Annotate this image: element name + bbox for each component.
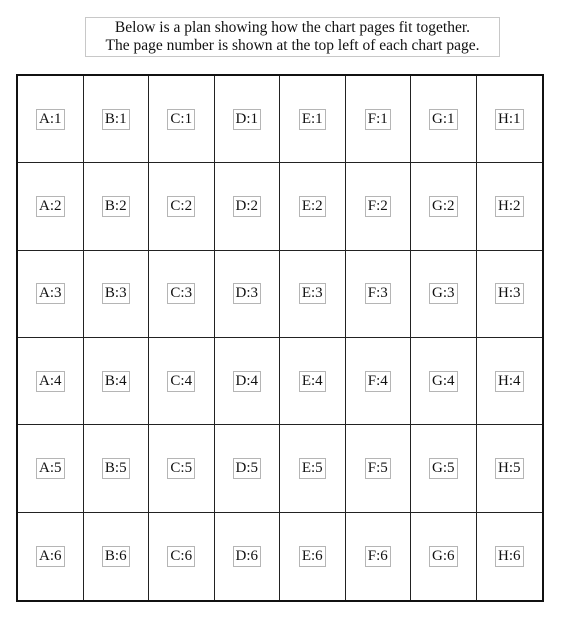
chart-page-cell	[280, 425, 346, 512]
page-number-label: G:3	[429, 283, 458, 304]
page-number-label: F:5	[365, 458, 391, 479]
page-number-label: E:2	[299, 196, 326, 217]
chart-page-cell	[215, 76, 281, 163]
page-number-label: A:1	[36, 109, 65, 130]
chart-page-cell	[346, 338, 412, 425]
page-number-label: C:1	[167, 109, 195, 130]
page-number-label: B:1	[102, 109, 130, 130]
chart-page-cell	[18, 163, 84, 250]
page-number-label: B:4	[102, 371, 130, 392]
page-number-label: B:5	[102, 458, 130, 479]
page-number-label: B:3	[102, 283, 130, 304]
page-number-label: C:3	[167, 283, 195, 304]
chart-page-cell	[477, 425, 543, 512]
page-number-label: E:6	[299, 546, 326, 567]
chart-page-cell	[215, 338, 281, 425]
chart-page-cell	[215, 163, 281, 250]
page-number-label: E:1	[299, 109, 326, 130]
page-number-label: H:4	[495, 371, 524, 392]
chart-page-cell	[411, 513, 477, 600]
chart-page-cell	[411, 76, 477, 163]
chart-page-cell	[18, 425, 84, 512]
page-number-label: G:5	[429, 458, 458, 479]
chart-page-cell	[84, 513, 150, 600]
chart-page-cell	[346, 251, 412, 338]
chart-page-cell	[280, 513, 346, 600]
caption-line-1: Below is a plan showing how the chart pages fit together.	[114, 19, 471, 36]
chart-page-cell	[280, 76, 346, 163]
page-number-label: G:6	[429, 546, 458, 567]
chart-page-cell	[18, 76, 84, 163]
page-number-label: A:2	[36, 196, 65, 217]
chart-page-cell	[149, 251, 215, 338]
page-number-label: F:4	[365, 371, 391, 392]
chart-page-cell	[477, 338, 543, 425]
chart-page-cell	[149, 76, 215, 163]
page-number-label: H:1	[495, 109, 524, 130]
chart-page-cell	[149, 425, 215, 512]
chart-page-cell	[149, 338, 215, 425]
plan-caption	[85, 17, 500, 57]
page-number-label: E:4	[299, 371, 326, 392]
page-number-label: F:2	[365, 196, 391, 217]
page-number-label: A:3	[36, 283, 65, 304]
page-number-label: B:2	[102, 196, 130, 217]
chart-page-cell	[411, 251, 477, 338]
page-number-label: D:6	[233, 546, 262, 567]
chart-page-cell	[84, 338, 150, 425]
chart-page-cell	[411, 163, 477, 250]
caption-line-2: The page number is shown at the top left of each chart page.	[105, 37, 480, 54]
page-number-label: F:1	[365, 109, 391, 130]
chart-page-cell	[346, 163, 412, 250]
page-number-label: A:4	[36, 371, 65, 392]
page-number-label: C:2	[167, 196, 195, 217]
chart-page-cell	[477, 513, 543, 600]
page-number-label: B:6	[102, 546, 130, 567]
chart-page-cell	[477, 251, 543, 338]
chart-page-cell	[18, 338, 84, 425]
chart-page-plan-grid	[16, 74, 544, 602]
page-number-label: A:5	[36, 458, 65, 479]
page-number-label: H:5	[495, 458, 524, 479]
chart-page-cell	[280, 338, 346, 425]
page-number-label: A:6	[36, 546, 65, 567]
page-number-label: D:2	[233, 196, 262, 217]
page-number-label: G:1	[429, 109, 458, 130]
page-number-label: C:6	[167, 546, 195, 567]
chart-page-cell	[477, 76, 543, 163]
chart-page-cell	[215, 251, 281, 338]
chart-page-cell	[477, 163, 543, 250]
chart-page-cell	[84, 425, 150, 512]
chart-page-cell	[84, 76, 150, 163]
page-number-label: H:6	[495, 546, 524, 567]
page-number-label: C:4	[167, 371, 195, 392]
chart-page-cell	[346, 513, 412, 600]
page-number-label: H:2	[495, 196, 524, 217]
page-number-label: F:3	[365, 283, 391, 304]
chart-page-cell	[411, 338, 477, 425]
chart-page-cell	[84, 251, 150, 338]
page-number-label: H:3	[495, 283, 524, 304]
page-number-label: F:6	[365, 546, 391, 567]
chart-page-cell	[18, 513, 84, 600]
page-number-label: D:3	[233, 283, 262, 304]
chart-page-cell	[149, 163, 215, 250]
page-number-label: D:1	[233, 109, 262, 130]
chart-page-cell	[18, 251, 84, 338]
page-number-label: G:2	[429, 196, 458, 217]
chart-page-cell	[84, 163, 150, 250]
page-number-label: G:4	[429, 371, 458, 392]
page-number-label: C:5	[167, 458, 195, 479]
page-number-label: D:5	[233, 458, 262, 479]
chart-page-cell	[411, 425, 477, 512]
page-number-label: E:5	[299, 458, 326, 479]
chart-page-cell	[215, 513, 281, 600]
chart-page-cell	[346, 425, 412, 512]
chart-page-cell	[149, 513, 215, 600]
chart-page-cell	[215, 425, 281, 512]
chart-page-cell	[280, 251, 346, 338]
chart-page-cell	[280, 163, 346, 250]
page-number-label: D:4	[233, 371, 262, 392]
page-number-label: E:3	[299, 283, 326, 304]
chart-page-cell	[346, 76, 412, 163]
